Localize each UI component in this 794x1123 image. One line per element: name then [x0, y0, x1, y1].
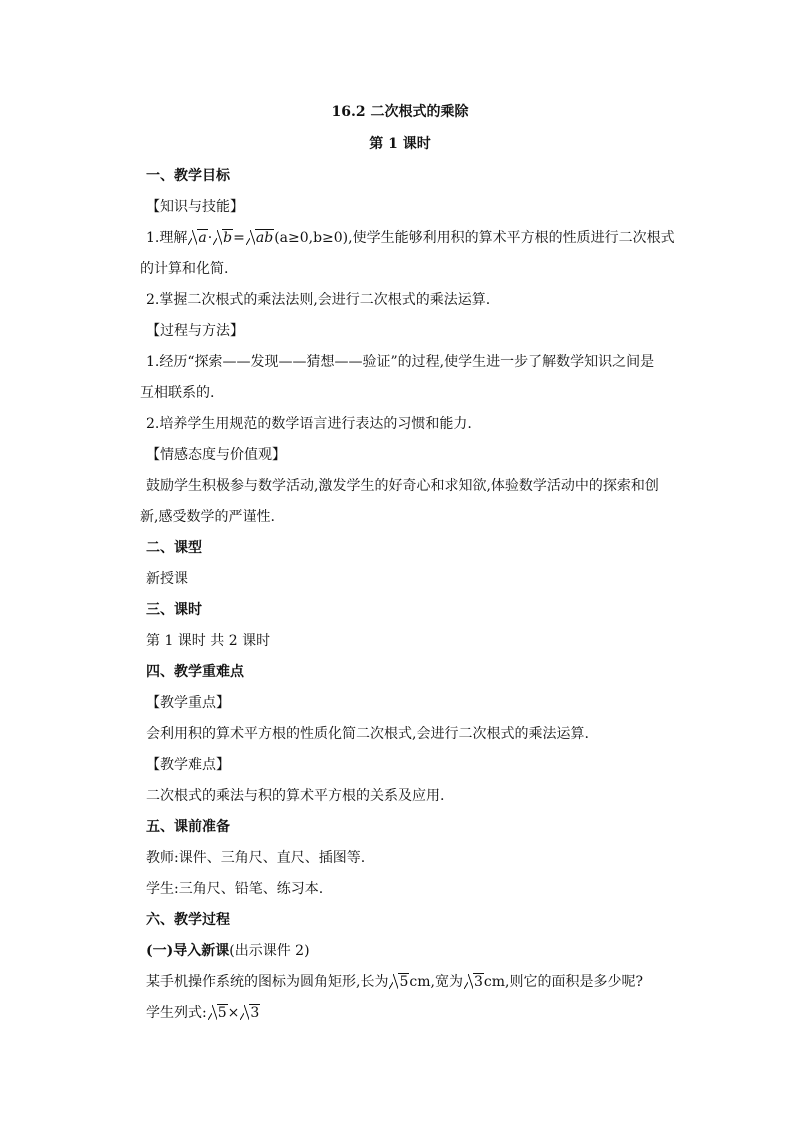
text-run: =: [233, 230, 245, 246]
text-run: ×: [227, 1005, 240, 1021]
page-subtitle: 第 1 课时: [369, 136, 431, 152]
radicand: a: [198, 230, 207, 246]
intro-question: [146, 972, 643, 992]
radicand: b: [223, 230, 233, 246]
sqrt-3: [240, 1003, 260, 1023]
preparation-teacher: 教师:课件、三角尺、直尺、插图等.: [146, 850, 366, 866]
radicand: ab: [255, 230, 274, 246]
goal-item-2: 2.掌握二次根式的乘法法则,会进行二次根式的乘法运算.: [146, 292, 491, 308]
goal-item-1: [146, 228, 675, 248]
section-heading-key-points: 四、教学重难点: [146, 664, 244, 680]
sqrt-5: [208, 1003, 228, 1023]
sqrt-3: [464, 972, 484, 992]
text-run: (a≥0,b≥0),使学生能够利用积的算术平方根的性质进行二次根式: [274, 230, 675, 246]
sqrt-b: [213, 228, 233, 248]
intro-heading-bold: (一)导入新课: [146, 943, 230, 959]
goal-item-1-cont: 的计算和化简.: [140, 261, 229, 277]
process-item-2: 2.培养学生用规范的数学语言进行表达的习惯和能力.: [146, 416, 472, 432]
intro-heading-note: (出示课件 2): [229, 943, 310, 959]
subheading-focus: 【教学重点】: [146, 695, 230, 711]
section-heading-hours: 三、课时: [146, 602, 202, 618]
text-run: 1.理解: [146, 230, 188, 246]
radicand: 5: [217, 1005, 227, 1021]
text-run: 某手机操作系统的图标为圆角矩形,长为: [146, 974, 389, 990]
text-run: ·: [207, 230, 213, 246]
attitude-item-1-cont: 新,感受数学的严谨性.: [140, 509, 275, 525]
radicand: 5: [399, 974, 409, 990]
subheading-attitude: 【情感态度与价值观】: [146, 447, 286, 463]
attitude-item-1: 鼓励学生积极参与数学活动,激发学生的好奇心和求知欲,体验数学活动中的探索和创: [146, 478, 659, 494]
section-heading-preparation: 五、课前准备: [146, 819, 230, 835]
text-run: 学生列式:: [146, 1005, 207, 1021]
sqrt-a: [188, 228, 207, 248]
student-expression: [146, 1003, 260, 1023]
radicand: 3: [473, 974, 483, 990]
difficulty-item: 二次根式的乘法与积的算术平方根的关系及应用.: [146, 788, 445, 804]
section-heading-goals: 一、教学目标: [146, 168, 230, 184]
radicand: 3: [250, 1005, 260, 1021]
preparation-student: 学生:三角尺、铅笔、练习本.: [146, 881, 324, 897]
sqrt-ab: [246, 228, 274, 248]
subheading-difficulty: 【教学难点】: [146, 757, 230, 773]
sqrt-5: [389, 972, 409, 992]
hours-value: 第 1 课时 共 2 课时: [146, 633, 271, 649]
intro-heading: [146, 941, 310, 961]
page-title: 16.2 二次根式的乘除: [331, 104, 469, 120]
section-heading-process: 六、教学过程: [146, 912, 230, 928]
section-heading-type: 二、课型: [146, 540, 202, 556]
focus-item: 会利用积的算术平方根的性质化简二次根式,会进行二次根式的乘法运算.: [146, 726, 589, 742]
type-value: 新授课: [146, 571, 188, 587]
process-item-1: 1.经历“探索——发现——猜想——验证”的过程,使学生进一步了解数学知识之间是: [146, 354, 655, 370]
text-run: cm,则它的面积是多少呢?: [483, 974, 643, 990]
process-item-1-cont: 互相联系的.: [140, 385, 215, 401]
subheading-process: 【过程与方法】: [146, 323, 244, 339]
subheading-knowledge: 【知识与技能】: [146, 199, 244, 215]
text-run: cm,宽为: [409, 974, 463, 990]
